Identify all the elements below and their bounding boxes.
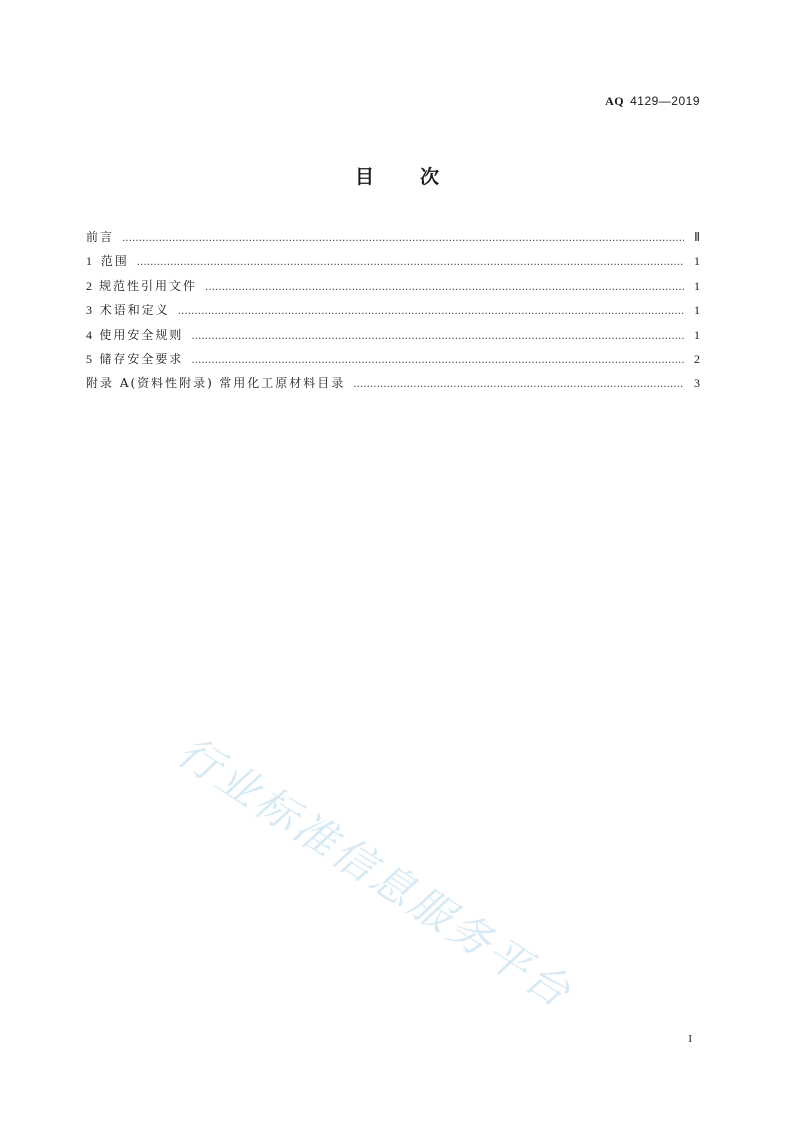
- toc-annex-label: 附录 A(资料性附录): [86, 376, 214, 391]
- toc-entry-number: 5: [86, 351, 92, 366]
- toc-leader-dots: [191, 352, 684, 366]
- toc-entry-number: 2: [86, 278, 92, 293]
- toc-entry-normative-references[interactable]: [86, 277, 700, 301]
- toc-entry-label: 储存安全要求: [99, 351, 184, 366]
- toc-annex-title: 常用化工原材料目录: [219, 376, 346, 391]
- toc-page-number: 1: [693, 254, 700, 269]
- toc-leader-dots: [353, 376, 684, 390]
- toc-entry-label: 使用安全规则: [99, 327, 184, 342]
- standard-number: 4129—2019: [630, 94, 700, 108]
- toc-page-number: 1: [694, 327, 700, 342]
- standard-code: [605, 94, 700, 109]
- toc-leader-dots: [137, 254, 684, 268]
- toc-entry-number: 3: [86, 303, 92, 318]
- toc-page-number: 3: [694, 376, 700, 391]
- standard-prefix: AQ: [605, 94, 625, 108]
- toc-entry-terms-definitions[interactable]: [86, 301, 700, 325]
- toc-entry-label: 规范性引用文件: [98, 278, 197, 293]
- toc-entry-label: 前言: [86, 230, 115, 244]
- toc-page-number: 1: [694, 278, 700, 293]
- toc-entry-annex-a[interactable]: [86, 374, 700, 398]
- footer-page-number: I: [688, 1033, 692, 1045]
- toc-entry-number: 1: [86, 254, 92, 269]
- toc-entry-label: 术语和定义: [99, 303, 170, 318]
- toc-entry-label: 范围: [100, 254, 129, 269]
- toc-entry-number: 4: [86, 327, 92, 342]
- toc-entry-scope[interactable]: [86, 252, 700, 276]
- page-title: 目次: [354, 166, 485, 188]
- table-of-contents: [86, 228, 700, 399]
- toc-page-number: 2: [694, 351, 700, 366]
- toc-entry-foreword[interactable]: [86, 228, 700, 252]
- watermark-text: 行业标准信息服务平台: [168, 726, 582, 1019]
- toc-leader-dots: [191, 328, 684, 342]
- toc-leader-dots: [178, 303, 684, 317]
- toc-page-number: Ⅱ: [694, 230, 700, 244]
- toc-entry-safety-rules[interactable]: [86, 326, 700, 350]
- toc-leader-dots: [122, 230, 684, 244]
- toc-page-number: 1: [694, 303, 700, 318]
- toc-entry-storage-requirements[interactable]: [86, 350, 700, 374]
- toc-leader-dots: [205, 279, 684, 293]
